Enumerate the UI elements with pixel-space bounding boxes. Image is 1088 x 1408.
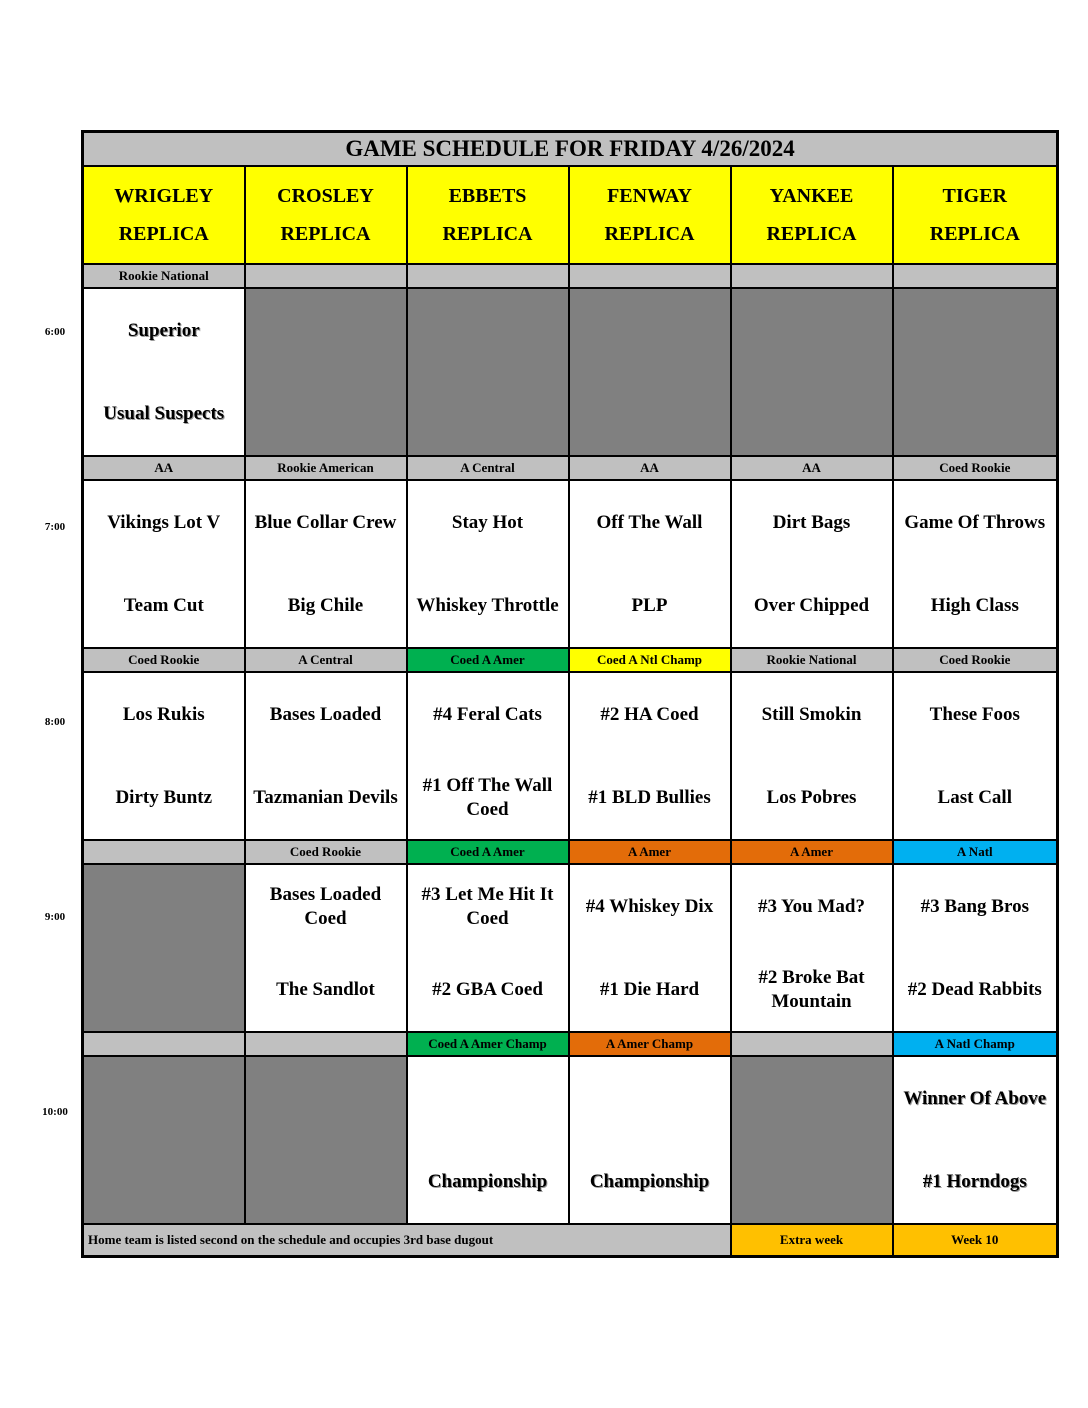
- home-team: Whiskey Throttle: [416, 594, 559, 616]
- away-team: [408, 1057, 568, 1140]
- division-label: [893, 264, 1058, 288]
- game-cell: [83, 480, 245, 648]
- field-header-row: [83, 166, 1058, 264]
- division-label: Rookie National: [731, 648, 893, 672]
- away-team: Game Of Throws: [904, 511, 1046, 533]
- time-label-9: 9:00: [44, 911, 66, 923]
- away-team: Dirt Bags: [772, 511, 851, 533]
- game-cell: [83, 672, 245, 840]
- field-header: CROSLEY REPLICA: [245, 166, 407, 264]
- away-team: Bases Loaded: [269, 703, 382, 725]
- away-team: #3 Bang Bros: [920, 895, 1029, 917]
- field-header: EBBETS REPLICA: [407, 166, 569, 264]
- away-team: #3 You Mad?: [758, 895, 865, 917]
- division-label: A Amer Champ: [569, 1032, 731, 1056]
- home-team: #2 GBA Coed: [432, 978, 543, 1000]
- extra-week-badge: Extra week: [731, 1224, 893, 1257]
- home-team: Last Call: [937, 786, 1012, 808]
- home-team: #1 Off The Wall Coed: [422, 774, 553, 820]
- division-label: A Natl Champ: [893, 1032, 1058, 1056]
- footer-note: Home team is listed second on the schedule and occupies 3rd base dugout: [83, 1224, 731, 1257]
- game-cell: [245, 864, 407, 1032]
- away-team: #4 Whiskey Dix: [585, 895, 714, 917]
- away-team: #3 Let Me Hit It Coed: [421, 883, 554, 929]
- home-team: #1 BLD Bullies: [588, 786, 711, 808]
- game-cell: [245, 672, 407, 840]
- division-label: Coed Rookie: [245, 840, 407, 864]
- field-header: WRIGLEY REPLICA: [83, 166, 245, 264]
- home-team: Championship: [427, 1170, 548, 1192]
- game-cell: [569, 672, 731, 840]
- game-row: [83, 1056, 1058, 1224]
- home-team: #2 Broke Bat Mountain: [758, 966, 865, 1012]
- away-team: These Foos: [929, 703, 1020, 725]
- division-label: Coed Rookie: [83, 648, 245, 672]
- game-cell: [569, 480, 731, 648]
- home-team: High Class: [930, 594, 1019, 616]
- division-label: A Natl: [893, 840, 1058, 864]
- empty-slot: [893, 288, 1058, 456]
- game-cell: [893, 480, 1058, 648]
- home-team: Usual Suspects: [103, 402, 225, 424]
- game-row: [83, 864, 1058, 1032]
- game-cell: [407, 672, 569, 840]
- away-team: Bases Loaded Coed: [269, 883, 382, 929]
- footer-row: [83, 1224, 1058, 1257]
- division-label: AA: [731, 456, 893, 480]
- division-label: [83, 840, 245, 864]
- away-team: Los Rukis: [122, 703, 205, 725]
- game-cell: [893, 1056, 1058, 1224]
- time-label-8: 8:00: [44, 716, 66, 728]
- away-team: Stay Hot: [451, 511, 524, 533]
- division-label: Coed A Amer: [407, 840, 569, 864]
- away-team: Vikings Lot V: [107, 511, 221, 533]
- division-label: [83, 1032, 245, 1056]
- away-team: [570, 1057, 730, 1140]
- division-label: A Central: [245, 648, 407, 672]
- away-team: #2 HA Coed: [600, 703, 699, 725]
- home-team: Dirty Buntz: [115, 786, 213, 808]
- game-cell: [245, 480, 407, 648]
- division-row: [83, 264, 1058, 288]
- week-number-badge: Week 10: [893, 1224, 1058, 1257]
- game-cell: [569, 864, 731, 1032]
- game-cell: [893, 864, 1058, 1032]
- division-row: [83, 456, 1058, 480]
- home-team: Big Chile: [287, 594, 364, 616]
- game-cell: [731, 864, 893, 1032]
- division-label: [731, 1032, 893, 1056]
- division-row: [83, 648, 1058, 672]
- division-label: A Central: [407, 456, 569, 480]
- division-label: [407, 264, 569, 288]
- home-team: Over Chipped: [753, 594, 870, 616]
- away-team: Off The Wall: [596, 511, 703, 533]
- division-label: A Amer: [731, 840, 893, 864]
- page-title: GAME SCHEDULE FOR FRIDAY 4/26/2024: [83, 132, 1058, 167]
- empty-slot: [83, 864, 245, 1032]
- home-team: PLP: [631, 594, 668, 616]
- home-team: Los Pobres: [766, 786, 857, 808]
- game-cell: [407, 864, 569, 1032]
- empty-slot: [245, 288, 407, 456]
- division-label: [731, 264, 893, 288]
- division-label: Rookie American: [245, 456, 407, 480]
- home-team: #1 Horndogs: [922, 1170, 1027, 1192]
- empty-slot: [569, 288, 731, 456]
- schedule-table: [81, 130, 1059, 1258]
- away-team: #4 Feral Cats: [433, 703, 542, 725]
- empty-slot: [83, 1056, 245, 1224]
- home-team: Team Cut: [123, 594, 204, 616]
- field-header: TIGER REPLICA: [893, 166, 1058, 264]
- game-row: [83, 288, 1058, 456]
- home-team: #2 Dead Rabbits: [907, 978, 1042, 1000]
- division-label: Coed A Amer Champ: [407, 1032, 569, 1056]
- empty-slot: [245, 1056, 407, 1224]
- division-label: AA: [83, 456, 245, 480]
- division-row: [83, 1032, 1058, 1056]
- time-label-7: 7:00: [44, 521, 66, 533]
- division-label: [245, 264, 407, 288]
- division-label: Coed A Ntl Champ: [569, 648, 731, 672]
- home-team: #1 Die Hard: [599, 978, 700, 1000]
- division-label: Coed Rookie: [893, 456, 1058, 480]
- game-cell: [893, 672, 1058, 840]
- time-label-10: 10:00: [42, 1106, 68, 1118]
- field-header: YANKEE REPLICA: [731, 166, 893, 264]
- division-label: [245, 1032, 407, 1056]
- empty-slot: [731, 1056, 893, 1224]
- field-header: FENWAY REPLICA: [569, 166, 731, 264]
- game-cell: [83, 288, 245, 456]
- away-team: Superior: [127, 319, 200, 341]
- empty-slot: [407, 288, 569, 456]
- away-team: Winner Of Above: [903, 1087, 1047, 1109]
- division-label: Coed Rookie: [893, 648, 1058, 672]
- game-row: [83, 480, 1058, 648]
- division-label: A Amer: [569, 840, 731, 864]
- time-label-6: 6:00: [44, 326, 66, 338]
- empty-slot: [731, 288, 893, 456]
- division-label: Rookie National: [83, 264, 245, 288]
- home-team: Tazmanian Devils: [253, 786, 398, 808]
- division-label: [569, 264, 731, 288]
- game-row: [83, 672, 1058, 840]
- away-team: Blue Collar Crew: [254, 511, 397, 533]
- game-cell: [407, 1056, 569, 1224]
- game-cell: [731, 672, 893, 840]
- division-label: AA: [569, 456, 731, 480]
- division-row: [83, 840, 1058, 864]
- home-team: Championship: [589, 1170, 710, 1192]
- game-cell: [731, 480, 893, 648]
- game-cell: [569, 1056, 731, 1224]
- home-team: The Sandlot: [276, 978, 375, 1000]
- game-cell: [407, 480, 569, 648]
- away-team: Still Smokin: [761, 703, 862, 725]
- division-label: Coed A Amer: [407, 648, 569, 672]
